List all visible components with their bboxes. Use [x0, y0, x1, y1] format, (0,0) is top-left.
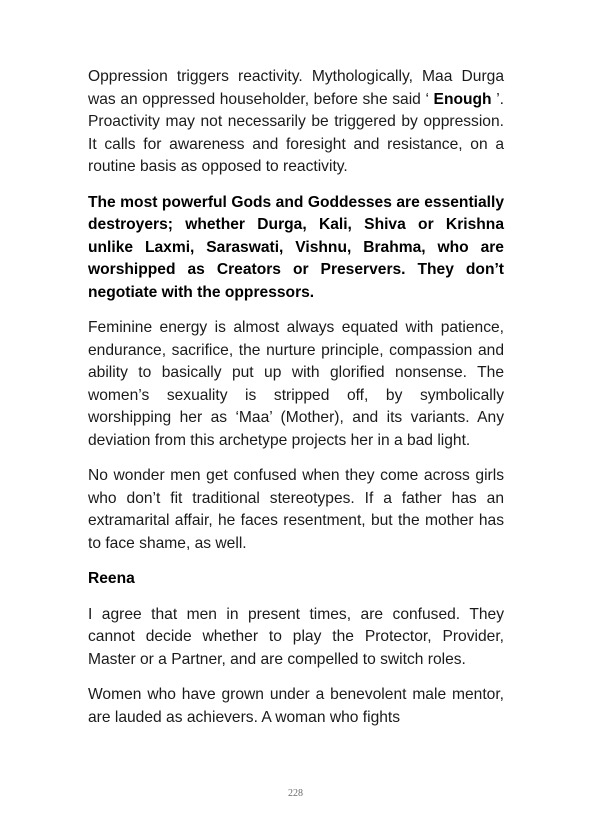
section-heading-reena: Reena: [88, 570, 135, 587]
paragraph-oppression: [88, 66, 504, 179]
paragraph-feminine-energy: Feminine energy is almost always equated with patience, endurance, sacrifice, the nurture principle, compassion and ability to basically put up with glorified nonsense. The women’s sexuality is stripped off, by symbolically worshipping her as ‘Maa’ (Mother), and its variants. Any deviation from this archetype projects her in a bad light.: [88, 319, 504, 449]
enough-emphasis: Enough: [433, 90, 492, 108]
paragraph-stereotypes: No wonder men get confused when they come across girls who don’t fit traditional stereotypes. If a father has an extramarital affair, he faces resentment, but the mother has to face shame, as well.: [88, 467, 504, 552]
paragraph-women-mentor: Women who have grown under a benevolent male mentor, are lauded as achievers. A woman who fights: [88, 686, 504, 726]
paragraph-oppression-text-1: Oppression triggers reactivity. Mythologically, Maa Durga was an oppressed householder, before she said ‘: [88, 68, 504, 108]
paragraph-oppression-text-2: ’. Proactivity may not necessarily be triggered by oppression. It calls for awareness and foresight and resistance, on a routine basis as opposed to reactivity.: [88, 90, 504, 175]
paragraph-destroyers: The most powerful Gods and Goddesses are essentially destroyers; whether Durga, Kali, Shiva or Krishna unlike Laxmi, Saraswati, Vishnu, Brahma, who are worshipped as Creators or Preservers. They don’t negotiate with the oppressors.: [88, 193, 504, 301]
paragraph-men-confused: I agree that men in present times, are confused. They cannot decide whether to play the Protector, Provider, Master or a Partner, and are compelled to switch roles.: [88, 605, 504, 668]
page-body: [88, 66, 504, 742]
page-number: 228: [288, 788, 303, 799]
